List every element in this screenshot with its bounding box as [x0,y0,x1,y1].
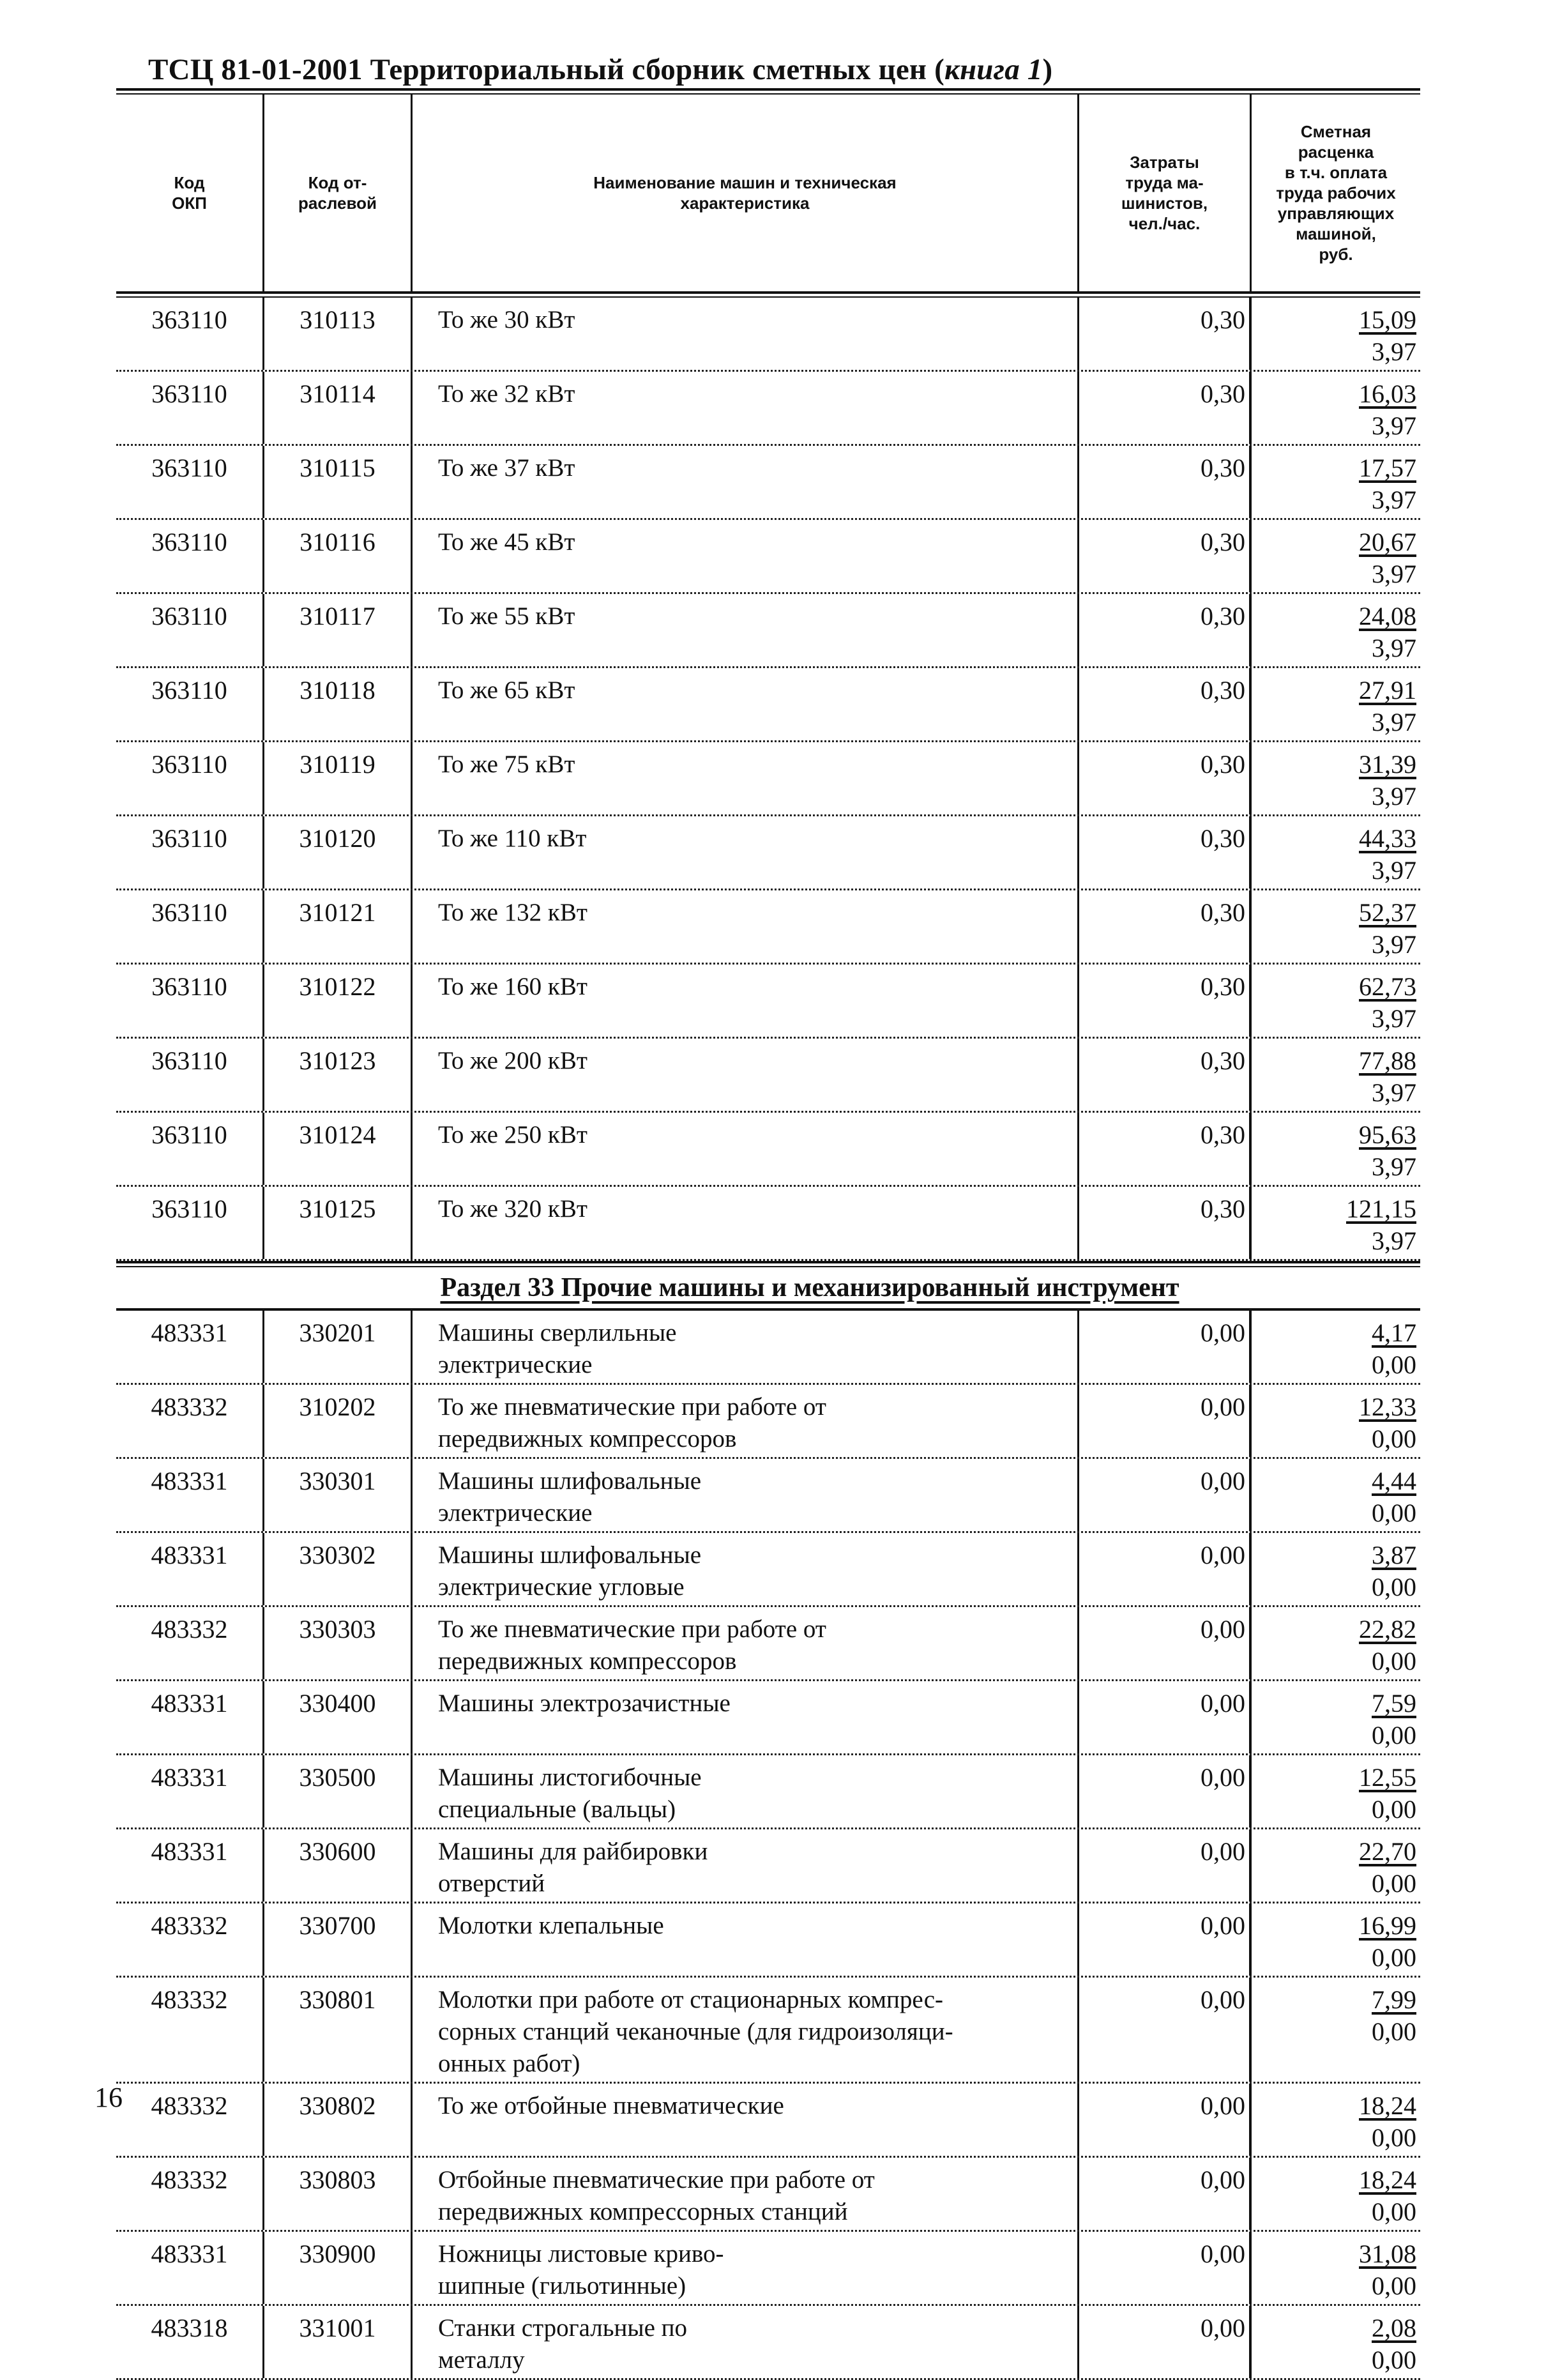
machine-name [413,1533,1079,1605]
okp-code: 363110 [116,1113,264,1185]
okp-code: 483331 [116,2232,264,2304]
machine-name-line: То же 250 кВт [438,1121,587,1148]
machine-name-line: То же 37 кВт [438,454,575,482]
price-cell [1252,1755,1420,1827]
operator-wage: 0,00 [1372,1721,1416,1750]
estimated-price: 24,08 [1359,602,1416,630]
estimated-price: 4,17 [1372,1318,1416,1347]
column-header-branch: Код от- раслевой [264,95,413,291]
okp-code: 363110 [116,594,264,666]
estimated-price: 7,59 [1372,1689,1416,1718]
labor-cost: 0,30 [1079,1039,1252,1111]
operator-wage: 0,00 [1372,1943,1416,1972]
section-title [116,1267,1420,1308]
branch-code: 310124 [264,1113,413,1185]
branch-code: 331001 [264,2306,413,2378]
branch-code: 330803 [264,2158,413,2230]
okp-code: 363110 [116,1187,264,1259]
labor-cost: 0,30 [1079,594,1252,666]
branch-code: 310116 [264,520,413,592]
price-cell [1252,1829,1420,1902]
operator-wage: 0,00 [1372,1424,1416,1453]
machine-name-line: шипные (гильотинные) [438,2272,686,2300]
labor-cost: 0,00 [1079,1385,1252,1457]
estimated-price: 77,88 [1359,1046,1416,1075]
operator-wage: 0,00 [1372,2123,1416,2152]
machine-name [413,1607,1079,1679]
branch-code: 330301 [264,1459,413,1531]
okp-code: 363110 [116,816,264,889]
machine-name-line: специальные (вальцы) [438,1796,676,1823]
okp-code: 483332 [116,2084,264,2156]
machine-name-line: Отбойные пневматические при работе от [438,2166,875,2193]
header-book: книга 1 [944,53,1043,86]
machine-name [413,1978,1079,2082]
okp-code: 483331 [116,1755,264,1827]
machine-name-line: Молотки клепальные [438,1912,664,1939]
branch-code: 310123 [264,1039,413,1111]
machine-name [413,1187,1079,1259]
okp-code: 483331 [116,1311,264,1383]
table-row [116,1459,1420,1533]
table-header [116,95,1420,294]
branch-code: 330600 [264,1829,413,1902]
machine-name-line: Ножницы листовые криво- [438,2240,724,2268]
labor-cost: 0,00 [1079,1311,1252,1383]
price-cell [1252,1187,1420,1259]
machine-name [413,2084,1079,2156]
machine-name-line: отверстий [438,1870,545,1897]
labor-cost: 0,30 [1079,1187,1252,1259]
price-cell [1252,890,1420,963]
header-suffix: ) [1042,53,1053,86]
okp-code: 483331 [116,1459,264,1531]
table-row [116,1681,1420,1755]
machine-name-line: Машины шлифовальные [438,1541,702,1569]
branch-code: 330500 [264,1755,413,1827]
price-cell [1252,298,1420,370]
labor-cost: 0,00 [1079,2084,1252,2156]
table-row [116,1829,1420,1903]
price-cell [1252,372,1420,444]
price-table [116,88,1420,2380]
okp-code: 483332 [116,1978,264,2082]
price-cell [1252,446,1420,518]
estimated-price: 62,73 [1359,972,1416,1001]
estimated-price: 31,08 [1359,2239,1416,2268]
machine-name [413,816,1079,889]
price-cell [1252,2084,1420,2156]
machine-name-line: сорных станций чеканочные (для гидроизоляци- [438,2018,953,2045]
machine-name [413,2232,1079,2304]
okp-code: 363110 [116,668,264,740]
machine-name [413,594,1079,666]
machine-name-line: То же 160 кВт [438,973,587,1000]
machine-name-line: Машины для райбировки [438,1838,708,1865]
price-cell [1252,520,1420,592]
operator-wage: 3,97 [1372,856,1416,885]
machine-name-line: Молотки при работе от стационарных компрес- [438,1986,944,2013]
branch-code: 310121 [264,890,413,963]
price-cell [1252,1903,1420,1976]
table-row [116,2232,1420,2306]
machine-name-line: электрические [438,1351,593,1378]
operator-wage: 0,00 [1372,2346,1416,2374]
labor-cost: 0,00 [1079,1755,1252,1827]
table-row [116,2306,1420,2380]
labor-cost: 0,00 [1079,2306,1252,2378]
branch-code: 310122 [264,965,413,1037]
rows-group-a [116,298,1420,1261]
labor-cost: 0,30 [1079,446,1252,518]
okp-code: 483331 [116,1681,264,1753]
branch-code: 310115 [264,446,413,518]
machine-name-line: То же 200 кВт [438,1047,587,1074]
estimated-price: 52,37 [1359,898,1416,927]
table-row [116,1607,1420,1681]
machine-name-line: передвижных компрессоров [438,1647,737,1675]
operator-wage: 3,97 [1372,560,1416,588]
price-cell [1252,2306,1420,2378]
branch-code: 310120 [264,816,413,889]
table-row [116,520,1420,594]
page-number: 16 [95,2082,123,2113]
machine-name-line: То же отбойные пневматические [438,2092,784,2119]
estimated-price: 27,91 [1359,676,1416,705]
operator-wage: 3,97 [1372,1226,1416,1255]
table-row [116,298,1420,372]
labor-cost: 0,30 [1079,372,1252,444]
table-row [116,594,1420,668]
machine-name-line: То же 30 кВт [438,306,575,333]
okp-code: 483331 [116,1829,264,1902]
estimated-price: 22,82 [1359,1615,1416,1644]
estimated-price: 17,57 [1359,454,1416,482]
labor-cost: 0,00 [1079,1978,1252,2082]
table-row [116,742,1420,816]
page-header [148,52,1052,87]
machine-name-line: Машины электрозачистные [438,1690,731,1717]
operator-wage: 3,97 [1372,708,1416,736]
labor-cost: 0,30 [1079,742,1252,814]
price-cell [1252,2232,1420,2304]
labor-cost: 0,00 [1079,1459,1252,1531]
labor-cost: 0,30 [1079,520,1252,592]
labor-cost: 0,30 [1079,1113,1252,1185]
table-row [116,2158,1420,2232]
operator-wage: 3,97 [1372,930,1416,959]
operator-wage: 0,00 [1372,2271,1416,2300]
section-rule-top [116,1261,1420,1263]
estimated-price: 12,33 [1359,1392,1416,1421]
okp-code: 363110 [116,298,264,370]
estimated-price: 31,39 [1359,750,1416,779]
branch-code: 330400 [264,1681,413,1753]
estimated-price: 22,70 [1359,1837,1416,1866]
machine-name-line: передвижных компрессоров [438,1425,737,1453]
machine-name [413,372,1079,444]
operator-wage: 3,97 [1372,337,1416,366]
okp-code: 363110 [116,446,264,518]
machine-name-line: Машины сверлильные [438,1319,677,1346]
branch-code: 330801 [264,1978,413,2082]
okp-code: 483332 [116,1385,264,1457]
machine-name-line: То же 55 кВт [438,602,575,630]
okp-code: 363110 [116,372,264,444]
okp-code: 363110 [116,1039,264,1111]
machine-name-line: То же пневматические при работе от [438,1615,826,1643]
price-cell [1252,1385,1420,1457]
okp-code: 483331 [116,1533,264,1605]
branch-code: 330303 [264,1607,413,1679]
operator-wage: 3,97 [1372,1004,1416,1033]
okp-code: 363110 [116,965,264,1037]
machine-name-line: металлу [438,2346,525,2374]
price-cell [1252,1459,1420,1531]
table-row [116,1311,1420,1385]
estimated-price: 95,63 [1359,1120,1416,1149]
column-header-price: Сметная расценка в т.ч. оплата труда рабочих управляющих машиной, руб. [1276,122,1396,264]
branch-code: 330302 [264,1533,413,1605]
branch-code: 310202 [264,1385,413,1457]
branch-code: 310119 [264,742,413,814]
machine-name [413,1385,1079,1457]
okp-code: 363110 [116,520,264,592]
estimated-price: 44,33 [1359,824,1416,853]
machine-name-line: То же 45 кВт [438,528,575,556]
operator-wage: 0,00 [1372,1573,1416,1601]
table-row [116,1978,1420,2084]
okp-code: 483318 [116,2306,264,2378]
operator-wage: 0,00 [1372,1499,1416,1527]
estimated-price: 16,99 [1359,1911,1416,1940]
table-row [116,1039,1420,1113]
machine-name-line: онных работ) [438,2050,580,2077]
machine-name-line: передвижных компрессорных станций [438,2198,848,2225]
table-row [116,890,1420,965]
estimated-price: 18,24 [1359,2165,1416,2194]
estimated-price: 16,03 [1359,379,1416,408]
estimated-price: 121,15 [1346,1194,1416,1223]
labor-cost: 0,00 [1079,2232,1252,2304]
machine-name [413,446,1079,518]
machine-name [413,1903,1079,1976]
price-cell [1252,816,1420,889]
machine-name [413,1113,1079,1185]
labor-cost: 0,00 [1079,1681,1252,1753]
price-cell [1252,1311,1420,1383]
machine-name [413,965,1079,1037]
labor-cost: 0,30 [1079,816,1252,889]
operator-wage: 3,97 [1372,485,1416,514]
okp-code: 483332 [116,1903,264,1976]
machine-name [413,1829,1079,1902]
machine-name-line: электрические [438,1499,593,1527]
operator-wage: 0,00 [1372,1869,1416,1898]
estimated-price: 7,99 [1372,1985,1416,2014]
estimated-price: 15,09 [1359,305,1416,334]
estimated-price: 20,67 [1359,528,1416,556]
price-cell [1252,965,1420,1037]
table-row [116,446,1420,520]
machine-name-line: Машины листогибочные [438,1764,702,1791]
machine-name [413,520,1079,592]
okp-code: 483332 [116,2158,264,2230]
price-cell [1252,1681,1420,1753]
rows-group-b [116,1311,1420,2380]
labor-cost: 0,30 [1079,890,1252,963]
operator-wage: 0,00 [1372,1647,1416,1675]
table-row [116,1903,1420,1978]
machine-name [413,1311,1079,1383]
table-row [116,816,1420,890]
estimated-price: 4,44 [1372,1467,1416,1495]
price-cell [1252,2158,1420,2230]
column-header-okp: Код ОКП [116,95,264,291]
machine-name [413,1459,1079,1531]
operator-wage: 0,00 [1372,1350,1416,1379]
machine-name-line: электрические угловые [438,1573,685,1601]
price-cell [1252,594,1420,666]
machine-name-line: То же 110 кВт [438,825,587,852]
machine-name [413,668,1079,740]
machine-name-line: То же 132 кВт [438,899,587,926]
price-cell [1252,1533,1420,1605]
labor-cost: 0,30 [1079,668,1252,740]
branch-code: 330201 [264,1311,413,1383]
operator-wage: 3,97 [1372,634,1416,662]
operator-wage: 3,97 [1372,411,1416,440]
machine-name [413,742,1079,814]
table-row [116,1385,1420,1459]
machine-name-line: Машины шлифовальные [438,1467,702,1495]
machine-name-line: То же 65 кВт [438,676,575,704]
operator-wage: 3,97 [1372,782,1416,811]
branch-code: 310113 [264,298,413,370]
labor-cost: 0,30 [1079,965,1252,1037]
branch-code: 310125 [264,1187,413,1259]
machine-name [413,1681,1079,1753]
labor-cost: 0,00 [1079,1903,1252,1976]
labor-cost: 0,00 [1079,2158,1252,2230]
machine-name-line: То же 32 кВт [438,380,575,408]
top-rule [116,88,1420,91]
table-row [116,668,1420,742]
branch-code: 310114 [264,372,413,444]
table-row [116,372,1420,446]
price-cell [1252,1039,1420,1111]
labor-cost: 0,00 [1079,1829,1252,1902]
price-cell [1252,1607,1420,1679]
table-row [116,1187,1420,1261]
machine-name [413,890,1079,963]
price-cell [1252,1978,1420,2082]
table-row [116,1755,1420,1829]
operator-wage: 0,00 [1372,2197,1416,2226]
branch-code: 330700 [264,1903,413,1976]
branch-code: 330802 [264,2084,413,2156]
table-row [116,1113,1420,1187]
machine-name [413,2306,1079,2378]
column-header-name: Наименование машин и техническая характеристика [413,95,1079,291]
okp-code: 363110 [116,742,264,814]
table-row [116,965,1420,1039]
operator-wage: 0,00 [1372,1795,1416,1824]
operator-wage: 3,97 [1372,1152,1416,1181]
machine-name-line: То же 320 кВт [438,1195,587,1223]
estimated-price: 12,55 [1359,1763,1416,1792]
machine-name [413,1039,1079,1111]
labor-cost: 0,30 [1079,298,1252,370]
estimated-price: 2,08 [1372,2314,1416,2342]
machine-name [413,1755,1079,1827]
column-header-labor: Затраты труда ма- шинистов, чел./час. [1079,95,1252,291]
price-cell [1252,1113,1420,1185]
machine-name-line: Станки строгальные по [438,2314,687,2342]
branch-code: 310117 [264,594,413,666]
estimated-price: 3,87 [1372,1541,1416,1569]
okp-code: 363110 [116,890,264,963]
branch-code: 310118 [264,668,413,740]
price-cell [1252,742,1420,814]
machine-name [413,2158,1079,2230]
machine-name [413,298,1079,370]
labor-cost: 0,00 [1079,1533,1252,1605]
table-row [116,1533,1420,1607]
price-cell [1252,668,1420,740]
section-title-text: Раздел 33 Прочие машины и механизированный инструмент [440,1273,1179,1302]
machine-name-line: То же пневматические при работе от [438,1393,826,1421]
header-prefix: ТСЦ 81-01-2001 Территориальный сборник сметных цен ( [148,53,944,86]
table-row [116,2084,1420,2158]
labor-cost: 0,00 [1079,1607,1252,1679]
operator-wage: 3,97 [1372,1078,1416,1107]
machine-name-line: То же 75 кВт [438,751,575,778]
okp-code: 483332 [116,1607,264,1679]
estimated-price: 18,24 [1359,2091,1416,2120]
branch-code: 330900 [264,2232,413,2304]
operator-wage: 0,00 [1372,2017,1416,2046]
